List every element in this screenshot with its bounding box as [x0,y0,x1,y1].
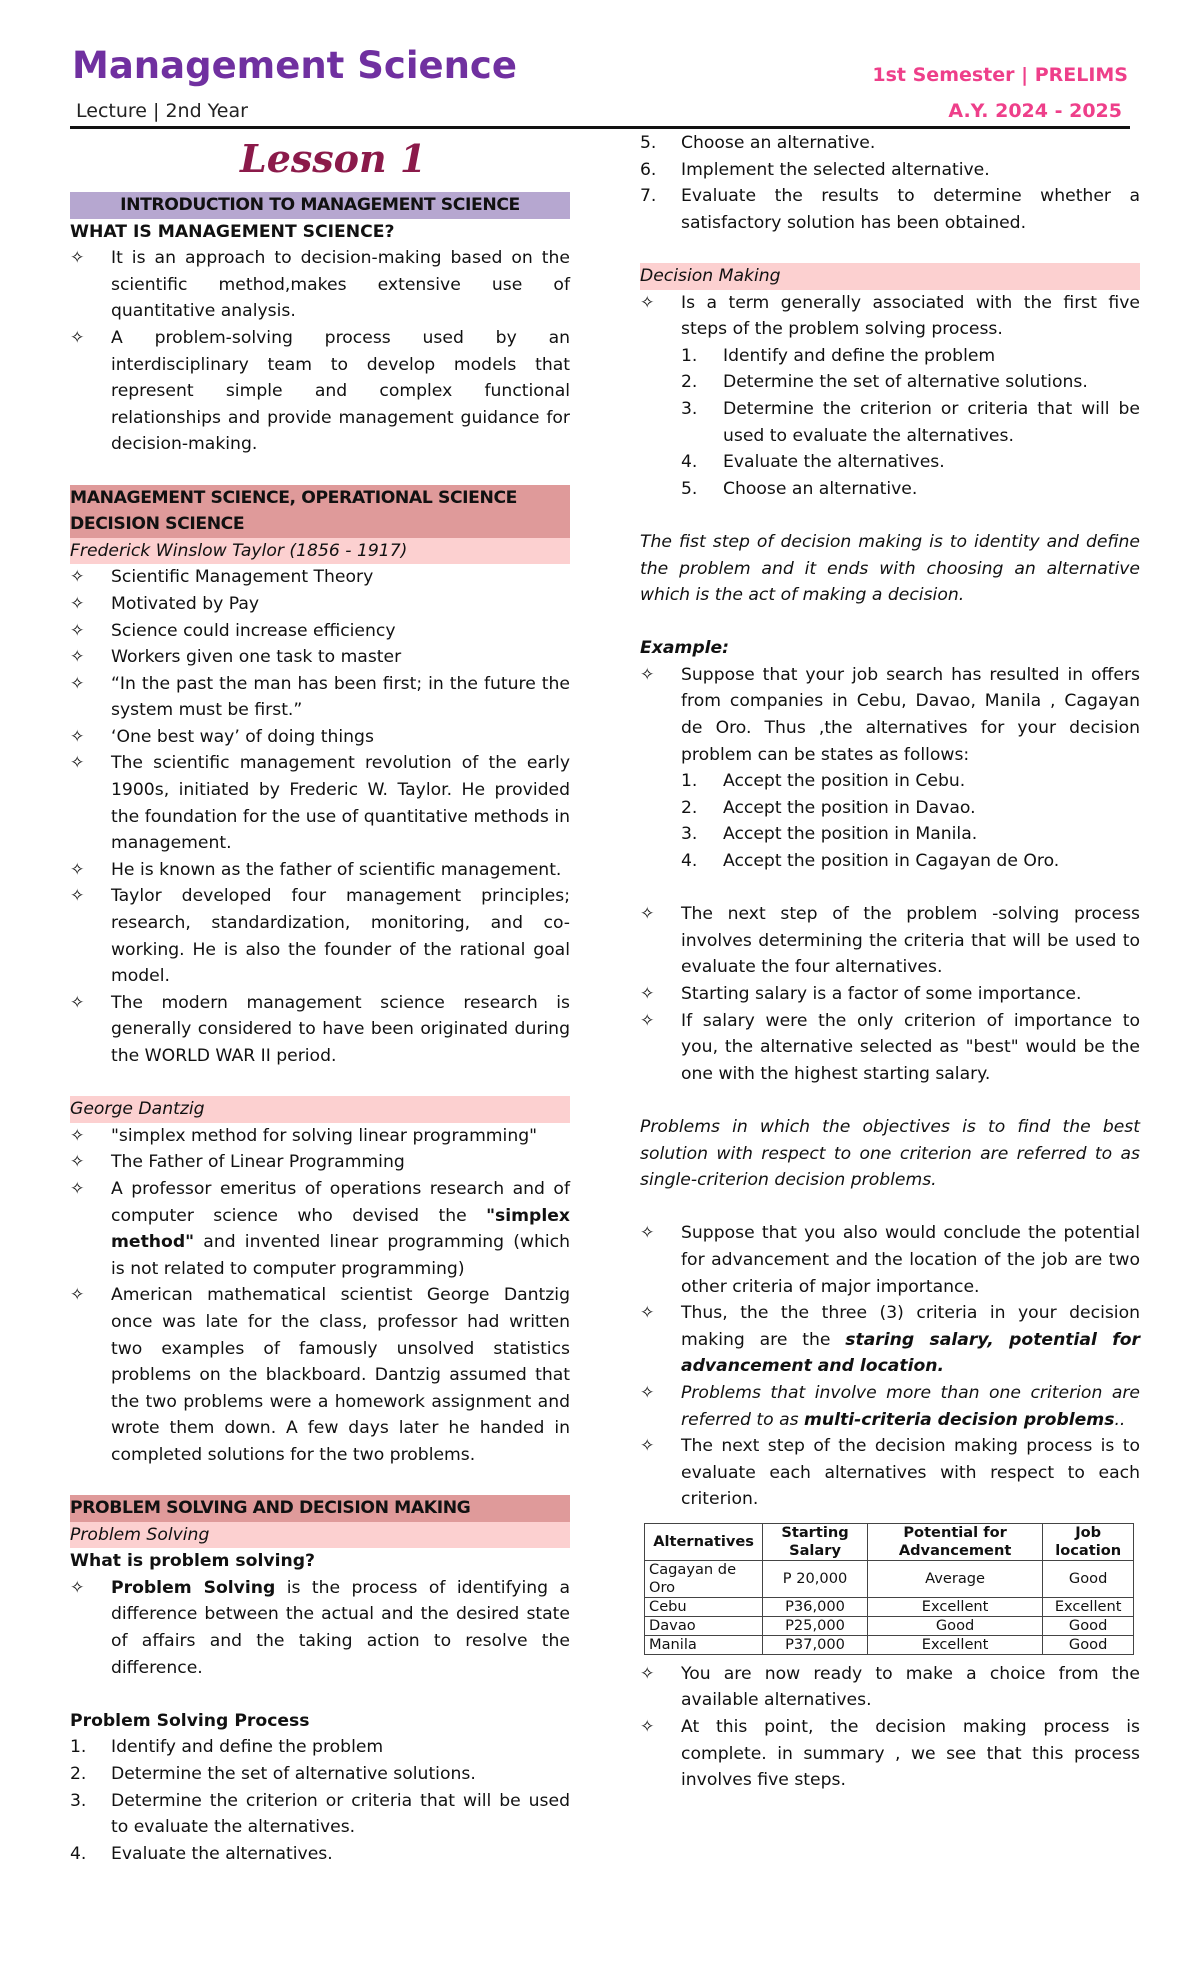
left-column [70,192,570,1867]
decision-making-band: Decision Making [640,263,1140,290]
table-header: Job location [1043,1523,1134,1560]
sparkle-icon: ✧ [640,1010,655,1031]
table-header: Alternatives [645,1523,763,1560]
list-item: 5. Choose an alternative. [681,478,918,499]
sparkle-icon: ✧ [70,1285,85,1306]
table-header: Potential for Advancement [867,1523,1042,1560]
list-item: ✧ "simplex method for solving linear programming" [70,1123,570,1150]
list-item: ✧ At this point, the decision making process is complete. in summary , we see that this process involves five steps. [640,1714,1140,1794]
list-item: 5. Choose an alternative. [640,133,876,153]
sparkle-icon: ✧ [70,1125,85,1146]
list-item: ✧ If salary were the only criterion of importance to you, the alternative selected as "best" would be the one with the highest starting salary. [640,1008,1140,1088]
table-row: Davao P25,000 Good Good [645,1616,1134,1635]
header-divider [70,126,1130,129]
list-item: ✧ “In the past the man has been first; in the future the system must be first.” [70,671,570,724]
right-column [640,130,1140,1794]
list-item: 4. Accept the position in Cagayan de Oro. [681,851,1060,872]
header-academic-year: A.Y. 2024 - 2025 [948,100,1122,122]
header-title: Management Science [72,44,517,87]
dantzig-band: George Dantzig [70,1096,570,1123]
table-header-row [645,1523,1134,1560]
list-item: ✧ A problem-solving process used by an interdisciplinary team to develop models that represent simple and complex functional relationships and provide management guidance for decision-making. [70,325,570,458]
list-item: ✧ Suppose that your job search has resulted in offers from companies in Cebu, Davao, Manila , Cagayan de Oro. Thus ,the alternatives for your decision problem can be states as follows: [640,662,1140,768]
list-item: ✧ The Father of Linear Programming [70,1149,570,1176]
sparkle-icon: ✧ [640,1717,655,1738]
list-item: ✧ You are now ready to make a choice from the available alternatives. [640,1661,1140,1714]
intro-band: INTRODUCTION TO MANAGEMENT SCIENCE [70,192,570,219]
list-item: ✧ Workers given one task to master [70,644,570,671]
list-item: ✧ ‘One best way’ of doing things [70,724,570,751]
sparkle-icon: ✧ [70,886,85,907]
table-row: Cagayan de Oro P 20,000 Average Good [645,1560,1134,1597]
taylor-band: Frederick Winslow Taylor (1856 - 1917) [70,538,570,565]
sparkle-icon: ✧ [70,726,85,747]
list-item: 3. Determine the criterion or criteria that will be used to evaluate the alternatives. [70,1790,570,1838]
list-item: 4. Evaluate the alternatives. [70,1843,333,1864]
list-item: 6. Implement the selected alternative. [640,159,990,180]
what-is-heading: WHAT IS MANAGEMENT SCIENCE? [70,221,395,242]
list-item: ✧ American mathematical scientist George Dantzig once was late for the class, professor had written two examples of famously unsolved statistics problems on the blackboard. Dantzig assumed that the two problems were a homework assignment and wrote them down. A few days later he handed in completed solutions for the two problems. [70,1282,570,1468]
list-item: ✧ Thus, the the three (3) criteria in your decision making are the staring salary, potential for advancement and location. [640,1300,1140,1380]
list-item: 3. Determine the criterion or criteria that will be used to evaluate the alternatives. [681,398,1140,446]
simplex-method-emphasis: "simplex method" [111,1205,570,1253]
list-item: 2. Accept the position in Davao. [681,797,976,818]
list-item: 2. Determine the set of alternative solutions. [70,1764,476,1785]
sparkle-icon: ✧ [70,593,85,614]
list-item: 2. Determine the set of alternative solutions. [681,372,1088,393]
sparkle-icon: ✧ [640,1223,655,1244]
sparkle-icon: ✧ [70,1152,85,1173]
list-item: 1. Identify and define the problem [681,345,996,366]
list-item: ✧ The scientific management revolution of the early 1900s, initiated by Frederic W. Taylor. He provided the foundation for the use of quantitative methods in management. [70,750,570,856]
list-item: ✧ Motivated by Pay [70,591,570,618]
header-semester: 1st Semester | PRELIMS [872,64,1128,86]
list-item: ✧ Scientific Management Theory [70,564,570,591]
sparkle-icon: ✧ [70,1178,85,1199]
sparkle-icon: ✧ [70,248,85,269]
list-item: 7. Evaluate the results to determine whether a satisfactory solution has been obtained. [640,186,1140,233]
sparkle-icon: ✧ [640,1382,655,1403]
header-subtitle: Lecture | 2nd Year [76,100,248,122]
list-item: ✧ Science could increase efficiency [70,618,570,645]
sparkle-icon: ✧ [70,673,85,694]
psdm-band: PROBLEM SOLVING AND DECISION MAKING [70,1495,570,1522]
list-item: 1. Identify and define the problem [70,1737,384,1758]
sparkle-icon: ✧ [70,620,85,641]
sparkle-icon: ✧ [640,1663,655,1684]
sparkle-icon: ✧ [70,992,85,1013]
problem-solving-band: Problem Solving [70,1522,570,1549]
list-item: ✧ He is known as the father of scientific management. [70,857,570,884]
table-row: Manila P37,000 Excellent Good [645,1635,1134,1654]
sparkle-icon: ✧ [70,647,85,668]
ms-band: MANAGEMENT SCIENCE, OPERATIONAL SCIENCE DECISION SCIENCE [70,485,570,538]
list-item: ✧ The modern management science research is generally considered to have been originated during the WORLD WAR II period. [70,990,570,1070]
sparkle-icon: ✧ [70,327,85,348]
list-item: 1. Accept the position in Cebu. [681,771,966,792]
list-item: ✧ Suppose that you also would conclude the potential for advancement and the location of the job are two other criteria of major importance. [640,1220,1140,1300]
sparkle-icon: ✧ [640,292,655,313]
list-item: ✧ The next step of the problem -solving process involves determining the criteria that will be used to evaluate the four alternatives. [640,901,1140,981]
sparkle-icon: ✧ [640,904,655,925]
example-label: Example: [640,638,730,659]
sparkle-icon: ✧ [640,664,655,685]
list-item: ✧ It is an approach to decision-making based on the scientific method,makes extensive use of quantitative analysis. [70,245,570,325]
list-item: ✧ A professor emeritus of operations research and of computer science who devised the "simplex method" and invented linear programming (which is not related to computer programming) [70,1176,570,1282]
single-criterion-note: Problems in which the objectives is to find the best solution with respect to one criterion are referred to as single-criterion decision problems. [640,1116,1140,1191]
sparkle-icon: ✧ [640,1303,655,1324]
list-item: ✧ Problem Solving is the process of identifying a difference between the actual and the desired state of affairs and the taking action to resolve the difference. [70,1575,570,1681]
dm-summary: The fist step of decision making is to identity and define the problem and it ends with choosing an alternative which is the act of making a decision. [640,531,1140,606]
sparkle-icon: ✧ [70,859,85,880]
what-is-ps-heading: What is problem solving? [70,1551,315,1572]
sparkle-icon: ✧ [70,753,85,774]
list-item: ✧ Problems that involve more than one criterion are referred to as multi-criteria decision problems.. [640,1380,1140,1433]
table-header: Starting Salary [763,1523,868,1560]
list-item: 4. Evaluate the alternatives. [681,452,945,473]
list-item: 3. Accept the position in Manila. [681,824,978,845]
sparkle-icon: ✧ [640,1436,655,1457]
list-item: ✧ The next step of the decision making process is to evaluate each alternatives with respect to each criterion. [640,1433,1140,1513]
list-item: ✧ Starting salary is a factor of some importance. [640,981,1140,1008]
lesson-title: Lesson 1 [240,136,427,181]
list-item: ✧ Taylor developed four management principles; research, standardization, monitoring, and co-working. He is also the founder of the rational goal model. [70,883,570,989]
sparkle-icon: ✧ [70,1577,85,1598]
list-item: ✧ Is a term generally associated with the first five steps of the problem solving process. [640,290,1140,343]
alternatives-table [644,1523,1134,1655]
table-row: Cebu P36,000 Excellent Excellent [645,1597,1134,1616]
psp-heading: Problem Solving Process [70,1710,310,1731]
sparkle-icon: ✧ [70,567,85,588]
sparkle-icon: ✧ [640,984,655,1004]
